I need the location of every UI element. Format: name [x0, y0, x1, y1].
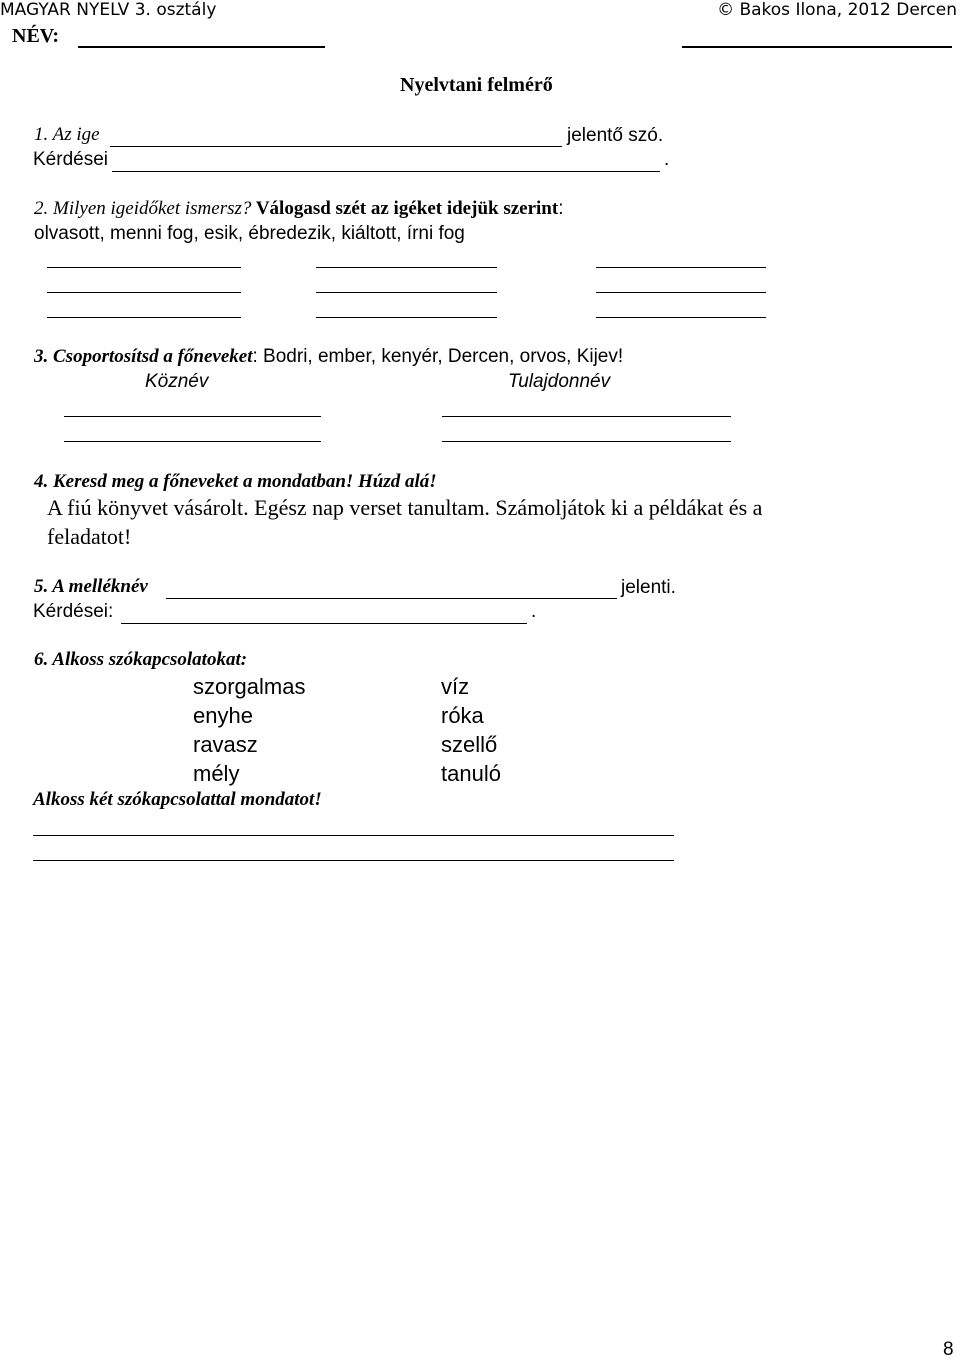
q3-prefix: 3. Csoportosítsd a főneveket [34, 346, 253, 367]
q3-col-proper: Tulajdonnév [508, 371, 611, 392]
header-subject: MAGYAR NYELV 3. osztály [0, 0, 217, 20]
q4-prefix: 4. Keresd meg a főneveket a mondatban! Húzd alá! [34, 471, 437, 492]
q2-colon: : [558, 198, 564, 219]
q2-line-b3[interactable] [316, 317, 497, 318]
q2-line-b2[interactable] [316, 292, 497, 293]
q1-blank[interactable] [110, 146, 562, 147]
q2-prefix: 2. Milyen igeidőket ismersz? [34, 198, 252, 219]
q2-line-b1[interactable] [316, 267, 497, 268]
q2-line-a1[interactable] [47, 267, 241, 268]
header-right-line[interactable] [682, 46, 952, 48]
q3-common-line-1[interactable] [64, 416, 321, 417]
q6-answer-line-1[interactable] [33, 835, 674, 836]
q3-proper-line-1[interactable] [442, 416, 731, 417]
q5-questions-end: . [531, 601, 537, 622]
q5-suffix: jelenti. [621, 577, 676, 598]
q1-suffix: jelentő szó. [567, 125, 664, 146]
q6-task: Alkoss két szókapcsolattal mondatot! [33, 789, 322, 810]
q6-left-word: szorgalmas [193, 674, 306, 699]
q6-answer-line-2[interactable] [33, 860, 674, 861]
q5-questions-label: Kérdései: [33, 601, 114, 622]
q4-sentence-line-2: feladatot! [47, 524, 132, 549]
q1-questions-end: . [664, 149, 670, 170]
q2-line-a2[interactable] [47, 292, 241, 293]
q2-words: olvasott, menni fog, esik, ébredezik, kiáltott, írni fog [34, 223, 465, 244]
q6-left-word: enyhe [193, 703, 253, 728]
header-copyright: © Bakos Ilona, 2012 Dercen [717, 0, 957, 20]
q1-questions-blank[interactable] [112, 171, 660, 172]
q3-words: : Bodri, ember, kenyér, Dercen, orvos, Kijev! [252, 346, 624, 367]
q2-instruction: Válogasd szét az igéket idejük szerint [251, 198, 559, 219]
q6-right-word: szellő [441, 732, 498, 757]
q4-sentence-line-1: A fiú könyvet vásárolt. Egész nap verset tanultam. Számoljátok ki a példákat és a [47, 495, 763, 520]
name-label: NÉV: [12, 25, 60, 47]
page-number: 8 [943, 1339, 954, 1360]
name-line[interactable] [78, 46, 325, 48]
q6-right-word: tanuló [441, 761, 501, 786]
q6-right-word: róka [441, 703, 484, 728]
q3-common-line-2[interactable] [64, 441, 321, 442]
q2-line-c1[interactable] [596, 267, 766, 268]
q2-line-c2[interactable] [596, 292, 766, 293]
q6-left-word: mély [193, 761, 240, 786]
page-title: Nyelvtani felmérő [400, 74, 553, 96]
q1-prefix: 1. Az ige [34, 124, 100, 145]
q6-right-word: víz [441, 674, 470, 699]
q5-prefix: 5. A melléknév [34, 576, 148, 597]
q5-blank[interactable] [166, 598, 617, 599]
q3-col-common: Köznév [145, 371, 209, 392]
q3-proper-line-2[interactable] [442, 441, 731, 442]
q6-left-word: ravasz [193, 732, 258, 757]
q1-questions-label: Kérdései [33, 149, 108, 170]
q5-questions-blank[interactable] [121, 623, 527, 624]
q2-line-a3[interactable] [47, 317, 241, 318]
q2-line-c3[interactable] [596, 317, 766, 318]
q6-prefix: 6. Alkoss szókapcsolatokat: [34, 649, 248, 670]
